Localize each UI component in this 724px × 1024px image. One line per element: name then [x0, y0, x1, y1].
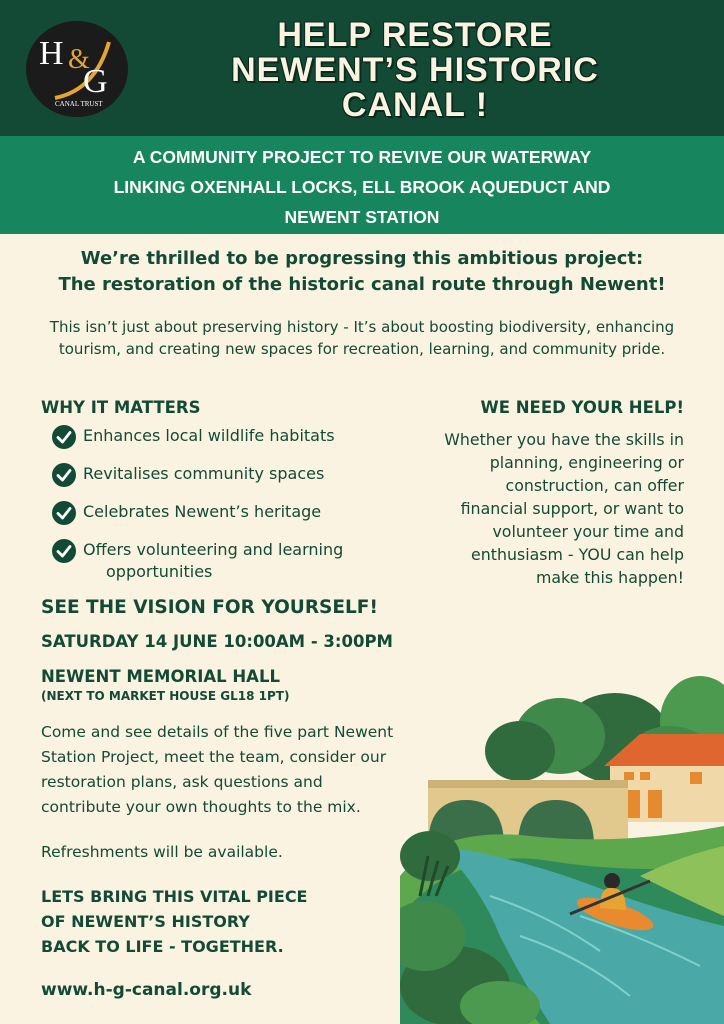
event-venue-address: (NEXT TO MARKET HOUSE GL18 1PT)	[41, 689, 290, 703]
hg-canal-trust-logo	[25, 20, 129, 118]
header-banner	[0, 0, 724, 136]
subtitle-band	[0, 136, 724, 234]
band-line: LINKING OXENHALL LOCKS, ELL BROOK AQUEDUCT AND	[113, 177, 611, 197]
event-venue: NEWENT MEMORIAL HALL	[41, 667, 280, 686]
svg-text:G: G	[83, 63, 108, 100]
need-help-line: make this happen!	[535, 568, 684, 587]
list-item	[52, 501, 392, 523]
need-help-line: construction, can offer	[505, 476, 684, 495]
why-heading: WHY IT MATTERS	[41, 398, 201, 417]
intro-headline-line: The restoration of the historic canal route through Newent!	[58, 274, 666, 295]
why-list	[52, 425, 392, 599]
event-details-line: Station Project, meet the team, consider our	[41, 748, 387, 766]
band-line: A COMMUNITY PROJECT TO REVIVE OUR WATERWAY	[132, 147, 592, 167]
event-date: SATURDAY 14 JUNE 10:00AM - 3:00PM	[41, 632, 393, 651]
page-title	[150, 18, 680, 123]
svg-text:H: H	[39, 35, 64, 72]
list-item-label: Celebrates Newent’s heritage	[83, 502, 322, 521]
check-circle-icon	[52, 539, 76, 563]
title-line: CANAL !	[341, 86, 489, 124]
list-item-label: Offers volunteering and learning	[83, 540, 344, 559]
event-details-line: contribute your own thoughts to the mix.	[41, 798, 361, 816]
list-item	[52, 425, 392, 447]
closing-line: BACK TO LIFE - TOGETHER.	[41, 937, 284, 956]
intro-body: This isn’t just about preserving history - It’s about boosting biodiversity, enhancing tourism, and creating new spaces for recreation, learning, and community pride.	[49, 318, 675, 358]
intro-headline	[0, 246, 724, 298]
vision-heading: SEE THE VISION FOR YOURSELF!	[41, 597, 378, 618]
closing-call	[41, 884, 307, 959]
canal-illustration	[400, 676, 724, 1024]
event-details-line: restoration plans, ask questions and	[41, 773, 323, 791]
need-help-line: planning, engineering or	[489, 453, 684, 472]
event-details-line: Come and see details of the five part Newent	[41, 723, 394, 741]
intro-headline-line: We’re thrilled to be progressing this ambitious project:	[80, 248, 644, 269]
svg-text:CANAL TRUST: CANAL TRUST	[55, 100, 103, 108]
need-help-body	[384, 428, 684, 589]
check-circle-icon	[52, 425, 76, 449]
need-help-line: enthusiasm - YOU can help	[471, 545, 684, 564]
refreshments-note: Refreshments will be available.	[41, 843, 283, 861]
need-help-line: Whether you have the skills in	[444, 430, 684, 449]
need-help-line: volunteer your time and	[492, 522, 684, 541]
list-item-label: Enhances local wildlife habitats	[83, 426, 335, 445]
website-link[interactable]: www.h-g-canal.org.uk	[41, 980, 252, 1000]
closing-line: OF NEWENT’S HISTORY	[41, 912, 250, 931]
check-circle-icon	[52, 501, 76, 525]
list-item	[52, 463, 392, 485]
list-item	[52, 539, 392, 583]
title-line: HELP RESTORE	[277, 16, 553, 54]
event-details	[41, 720, 441, 820]
list-item-label: Revitalises community spaces	[83, 464, 325, 483]
band-line: NEWENT STATION	[284, 207, 440, 227]
closing-line: LETS BRING THIS VITAL PIECE	[41, 887, 308, 906]
svg-text:&: &	[68, 44, 90, 75]
need-help-heading: WE NEED YOUR HELP!	[480, 398, 684, 417]
check-circle-icon	[52, 463, 76, 487]
list-item-label-cont: opportunities	[106, 562, 213, 581]
need-help-line: financial support, or want to	[460, 499, 684, 518]
title-line: NEWENT’S HISTORIC	[231, 51, 599, 89]
